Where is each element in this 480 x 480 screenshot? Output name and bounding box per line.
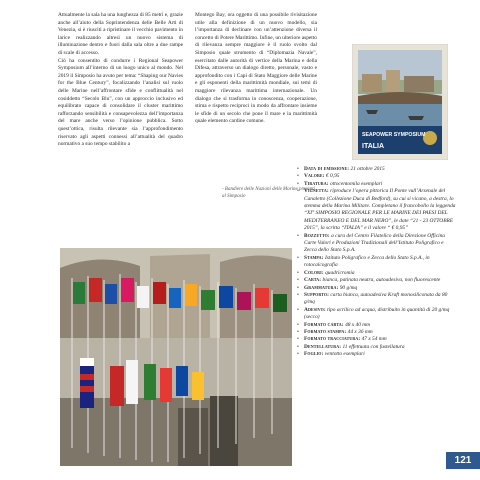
spec-value: Istituto Poligrafico e Zecca dello Stato S.p.A., in rotocalcografia (304, 254, 430, 269)
spec-value: quadricromia (325, 269, 355, 276)
spec-item (297, 351, 457, 358)
spec-label: Adesivo: (304, 306, 326, 313)
spec-value: ventotto esemplari (324, 351, 365, 358)
spec-item (297, 277, 457, 284)
spec-label: Carta: (304, 277, 322, 284)
spec-item (297, 255, 457, 270)
photo-caption: - Bandiere delle Nazioni delle Marine presenti al Simposio (222, 187, 315, 199)
spec-value: carta bianca, autoadesiva Kraft monosiliconata da 80 g/mq (304, 291, 448, 306)
spec-item (297, 307, 457, 322)
spec-value: ottocentomila esemplari (330, 180, 383, 187)
left-text-column (58, 12, 183, 149)
spec-item (297, 344, 457, 351)
spec-label: Data di emissione: (304, 166, 350, 172)
spec-label: Formato stampa: (304, 328, 347, 335)
spec-value: riproduce l’opera pittorica Il Ponte vull’Arsenale del Canaletto (Collezione Duca di Bedford), su cui si vicano, a destra, lo stemma della Marina Militare. Completano il francobollo la leggenda “XI° SIMPOSIO REGIONALE PER LE MARINE DEI PAESI DEL MEDITERRANEO E DEL MAR NERO”, le date “21 - 23 OTTOBRE 2015”, la scritta “ITALIA” e il valore “ € 0,95” (304, 188, 456, 232)
spec-item (297, 322, 457, 329)
spec-item (297, 329, 457, 336)
spec-item (297, 292, 457, 307)
stamp-image (352, 44, 448, 160)
spec-label: Valore: (304, 173, 325, 180)
spec-value: € 0,95 (325, 173, 340, 180)
spec-label: Bozzetto: (304, 232, 330, 239)
spec-item (297, 188, 457, 232)
spec-value: 44 x 36 mm (347, 328, 373, 335)
spec-item (297, 166, 457, 173)
postage-stamp (352, 44, 448, 160)
stamp-country: ITALIA (362, 143, 385, 150)
spec-item (297, 270, 457, 277)
spec-value: 47 x 54 mm (361, 336, 387, 343)
spec-label: Stampa: (304, 254, 324, 261)
spec-value: 21 ottobre 2015 (350, 166, 385, 172)
spec-label: Formato tracciatura: (304, 336, 361, 343)
spec-label: Colori: (304, 269, 324, 276)
spec-value: 11 effettuata con fustellatura (342, 343, 405, 350)
spec-label: Vignetta: (304, 188, 329, 195)
spec-item (297, 336, 457, 343)
spec-value: a cura del Centro Filatelico della Direzione Officina Carte Valori e Produzioni Tradizionali dell’Istituto Poligrafico e Zecca dello Stato S.p.A. (304, 232, 445, 254)
spec-item (297, 233, 457, 255)
spec-label: Formato carta: (304, 321, 344, 328)
middle-text-column (195, 12, 317, 126)
spec-label: Grammatura: (304, 284, 339, 291)
spec-value: tipo acrilico ad acqua, distribuito in quantità di 20 g/mq (secco) (304, 306, 450, 321)
flags-photo (60, 248, 292, 466)
spec-label: Foglio: (304, 351, 324, 358)
middle-paragraph-1: Montego Bay, ora oggetto di una possibile rivisitazione utile alla definizione di un nuovo modello, sia l’importanza di declinare con un’attenzione diversa il concetto di Potere Marittimo. Infine, un ulteriore aspetto di rilevanza sempre maggiore è il ruolo svolto dal Simposio quale strumento di “Diplomazia Navale”, esercitato dalle autorità di vertice della Marina e della Difesa, attraverso un dialogo diretto, personale, vasto e approfondito con i Capi di Stato Maggiore delle Marine e gli esponenti della marittimità mondiale, sui temi di maggiore rilevanza marittima internazionale. Un dialogo che si trasforma in conoscenza, cooperazione, stima e rispetto reciproci in modo da affrontare insieme le sfide di un secolo che pone il mare e la marittimità quale elemento cardine comune. (195, 12, 318, 125)
page-number: 121 (446, 452, 480, 469)
left-paragraph-2: Ciò ha consentito di condurre i Regional Seapower Symposium all’interno di un luogo unico al mondo. Nel 2019 il Simposio ha avuto per tema: “Shaping our Navies for the Blue Century”, focalizzando l’analisi sul ruolo delle Marine nell’affrontare sfide e conflittualità nel cosiddetto “Secolo Blu”, con un approccio inclusivo ed equilibrato capace di consolidare il cluster marittimo rafforzando sensibilità e consapevolezza dell’importanza del mare anche verso l’opinione pubblica. Sotto quest’ottica, risulta rilevante sia l’approfondimento riservato agli aspetti connessi all’attualità del quadro normativo a suo tempo stabilito a (58, 57, 183, 148)
spec-item (297, 285, 457, 292)
spec-value: 48 x 40 mm (345, 321, 371, 328)
spec-item (297, 173, 457, 180)
spec-label: Supporto: (304, 291, 330, 298)
spec-value: 90 g/mq (339, 284, 358, 291)
left-paragraph-1: Attualmente la sala ha una lunghezza di 85 metri e, grazie anche all’aiuto della Soprintendenza delle Belle Arti di Venezia, si è riusciti a ripristinare il vecchio pavimento in larice realizzando altresì un nuovo sistema di illuminazione dentro e fuori dalla sala oltre a due rampe di scale di accesso. (58, 12, 183, 56)
spec-item (297, 181, 457, 188)
spec-label: Dentellatura: (304, 343, 342, 350)
spec-value: bianca, patinata neutra, autoadesiva, non fluorescente (322, 277, 441, 284)
flags-photo-image (60, 248, 292, 466)
spec-label: Tiratura: (304, 180, 329, 187)
stamp-specifications (297, 166, 457, 359)
stamp-text: SEAPOWER SYMPOSIUM (362, 132, 426, 138)
